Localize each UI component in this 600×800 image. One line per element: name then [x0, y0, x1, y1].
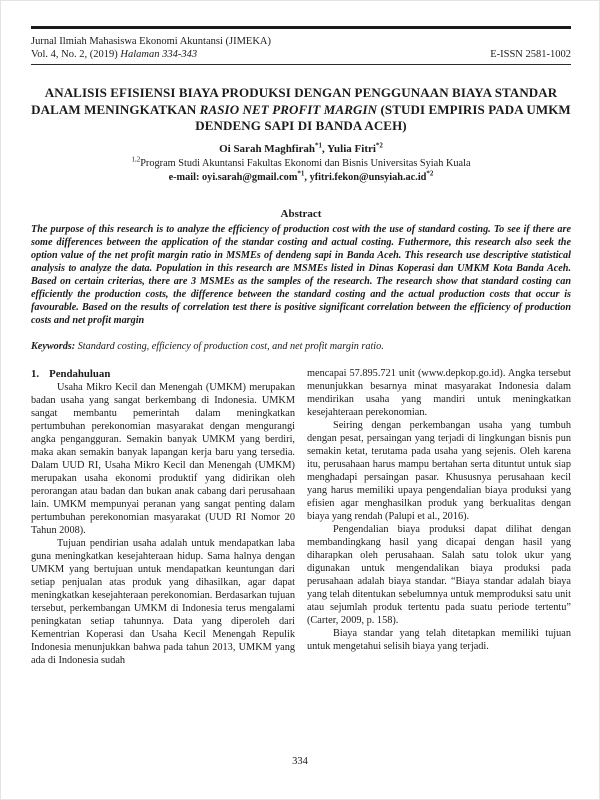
title-part3: (STUDI EMPIRIS PADA UMKM DENDENG SAPI DI BANDA ACEH): [195, 101, 571, 133]
pages-info: Halaman 334-343: [120, 49, 198, 60]
affiliation-superscript: 1,2: [131, 155, 141, 164]
email-label: e-mail:: [168, 171, 203, 183]
email-1: oyi.sarah@gmail.com: [202, 171, 298, 183]
header-rule-thick: [31, 26, 571, 29]
section-1-number: 1.: [31, 367, 40, 380]
volume-text: Vol. 4, No. 2, (2019): [31, 49, 121, 60]
email-2-superscript: *2: [426, 169, 434, 178]
journal-header: [31, 35, 571, 61]
issn-label: E-ISSN 2581-1002: [490, 49, 571, 60]
authors-line: [31, 140, 571, 156]
two-column-body: [31, 367, 571, 667]
header-rule-thin: [31, 64, 571, 65]
email-separator: ,: [304, 171, 310, 183]
abstract-text: The purpose of this research is to analyze the efficiency of production cost with the use of standard costing. To see if there are some differences between the application of the standar costing and actual costing. Futhermore, this research also seek the option value of the net profit margin ratio in MSMEs of dendeng sapi in Banda Aceh. This research use descriptive statistical analysis to analyze the data. Population in this research are MSMEs listed in Dinas Koperasi dan UMKM Kota Banda Aceh. Based on certain criterias, there are 3 MSMEs as the samples of the research. The research show that standard costing can efficiently the production costs, the difference between the standard costing and the actual production costs that occur is favourable. Based on the results of correlation test there is positive significant correlation between the efficiency of production costs and net profit margin: [31, 223, 571, 326]
author-1-superscript: *1: [315, 140, 323, 149]
abstract-heading: Abstract: [280, 207, 322, 220]
keywords-label: Keywords:: [31, 340, 76, 352]
body-paragraph: Biaya standar yang telah ditetapkan memiliki tujuan untuk mengetahui selisih biaya yang terjadi.: [307, 627, 571, 652]
body-paragraph: Pengendalian biaya produksi dapat dilihat dengan membandingkang hasil yang dicapai dengan hasil yang diharapkan oleh perusahaan. Salah satu tolok ukur yang digunakan untuk mengendalikan biaya produksi pada perusahaan adalah biaya standar. “Biaya standar adalah biaya yang telah ditentukan sebelumnya untuk memproduksi satu unit atau sejumlah produk tertentu pada suatu periode tertentu” (Carter, 2009, p. 158).: [307, 523, 571, 626]
affiliation-line: [31, 157, 571, 170]
author-2: Yulia Fitri: [327, 142, 376, 155]
page-number: 334: [292, 756, 308, 767]
author-2-superscript: *2: [375, 140, 383, 149]
email-1-superscript: *1: [297, 169, 305, 178]
author-separator: ,: [322, 142, 328, 155]
body-paragraph: Usaha Mikro Kecil dan Menengah (UMKM) merupakan badan usaha yang sangat berkembang di Indonesia. UMKM sangat membantu pemerintah dalam meningkatkan pertumbuhan perekonomian masyarakat dengan mengurangi angka pengangguran. Semakin banyak UMKM yang berdiri, maka akan semakin banyak lapangan kerja baru yang tersedia. Dalam UUD RI, Usaha Mikro Kecil dan Menengah (UMKM) merupakan usaha ekonomi produktif yang didirikan oleh perorangan atau badan dan bukan anak cabang dari perusahaan lain. UMKM mempunyai peranan yang sangat penting dalam pertumbuhan perekonomian masyarakat (UUD RI Nomor 20 Tahun 2008).: [31, 381, 295, 536]
body-paragraph: Seiring dengan perkembangan usaha yang tumbuh dengan pesat, persaingan yang terjadi di lingkungan bisnis pun semakin ketat, terutama pada usaha yang sejenis. Oleh karena itu, perusahaan harus mampu bertahan serta dituntut untuk siap menghadapi persaingan pasar. Khususnya perusahaan kecil yang harus memiliki upaya pengendalian biaya produksi yang efisien agar menghasilkan produk yang berkualitas dengan biaya yang rendah (Palupi et al., 2016).: [307, 419, 571, 522]
section-1-heading: [31, 367, 295, 381]
title-italic-part: RASIO NET PROFIT MARGIN: [199, 101, 378, 117]
body-paragraph: mencapai 57.895.721 unit (www.depkop.go.id). Angka tersebut menunjukkan besarnya minat masyarakat Indonesia dalam mendirikan usaha yang mandiri untuk meningkatkan kesejahteraan perekonomian.: [307, 367, 571, 418]
section-1-title: Pendahuluan: [49, 367, 111, 380]
affiliation-text: Program Studi Akuntansi Fakultas Ekonomi dan Bisnis Universitas Syiah Kuala: [140, 157, 471, 169]
body-paragraph: Tujuan pendirian usaha adalah untuk mendapatkan laba guna meningkatkan kesejahteraan hidup. Sama halnya dengan UMKM yang bertujuan untuk mendapatkan keuntungan dari setiap penjualan atas produk yang dihasilkan, agar dapat meningkatkan kesejahteraan perekonomian. Berdasarkan tujuan tersebut, perkembangan UMKM di Indonesia terus mengalami peningkatan setiap tahunnya. Data yang diperoleh dari Kementrian Koperasi dan Usaha Kecil Menengah Repulik Indonesia menunjukkan bahwa pada tahun 2013, UMKM yang ada di Indonesia sudah: [31, 537, 295, 666]
journal-name: Jurnal Ilmiah Mahasiswa Ekonomi Akuntansi (JIMEKA): [31, 36, 272, 47]
paper-title: [31, 85, 571, 135]
keywords-text: Standard costing, efficiency of production cost, and net profit margin ratio.: [75, 340, 384, 352]
email-line: [31, 171, 571, 184]
left-column: [31, 367, 295, 667]
volume-info: [31, 48, 197, 61]
author-1: Oi Sarah Maghfirah: [219, 142, 316, 155]
title-part1: ANALISIS EFISIENSI BIAYA PRODUKSI DENGAN PENGGUNAAN BIAYA STANDAR DALAM MENINGKATKAN: [31, 85, 558, 117]
email-2: yfitri.fekon@unsyiah.ac.id: [309, 171, 427, 183]
keywords-line: [31, 340, 571, 353]
right-column: [307, 367, 571, 667]
